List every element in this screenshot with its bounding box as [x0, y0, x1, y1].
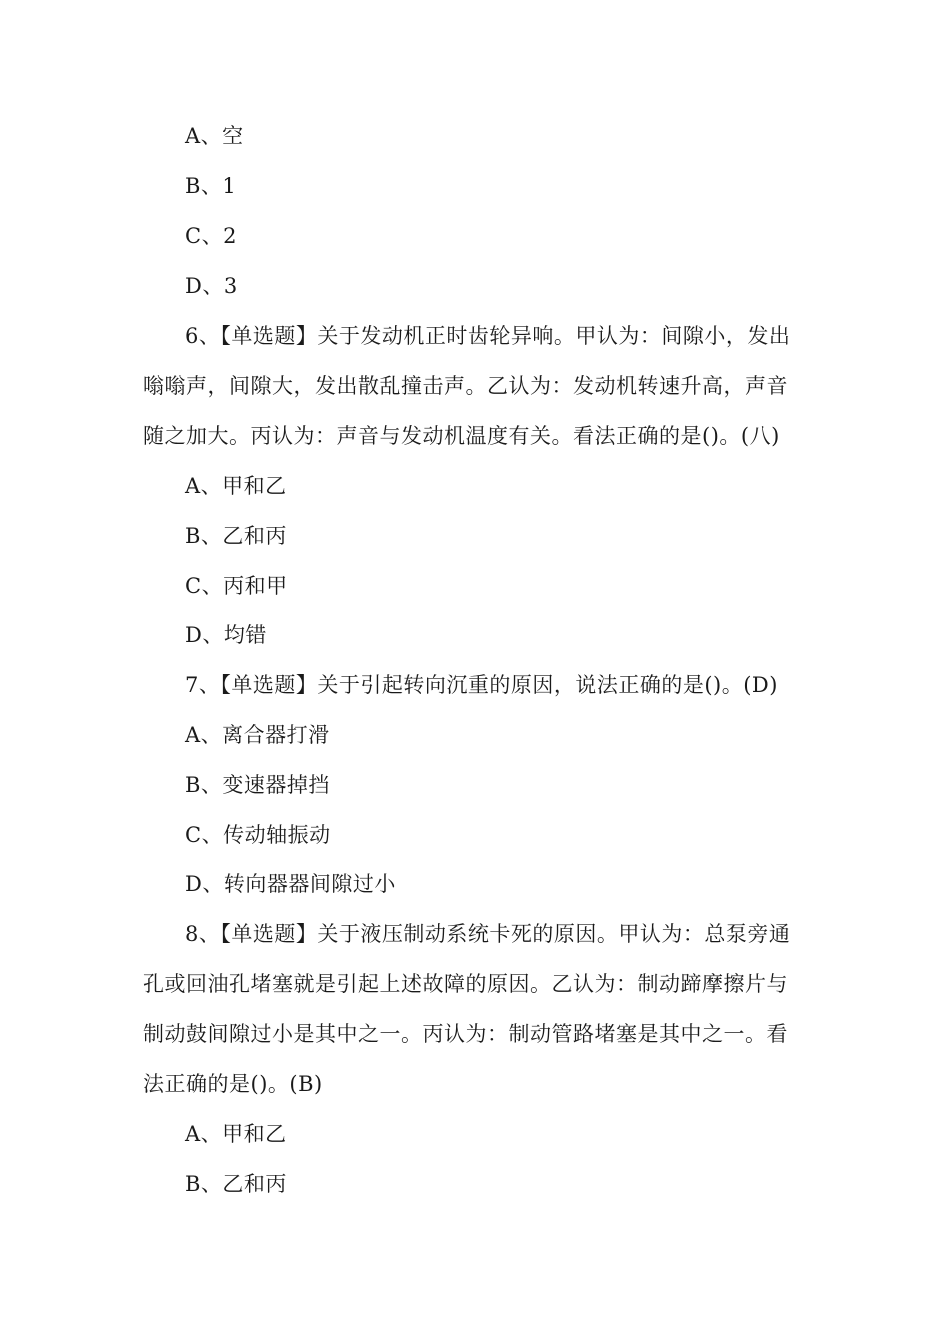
option-b: B、1 [185, 174, 237, 198]
question-6-line-3: 随之加大。丙认为：声音与发动机温度有关。看法正确的是()。(八) [143, 424, 780, 448]
question-6-line-2: 嗡嗡声，间隙大，发出散乱撞击声。乙认为：发动机转速升高，声音 [143, 374, 788, 398]
question-6-line-1: 6、【单选题】关于发动机正时齿轮异响。甲认为：间隙小，发出 [185, 324, 791, 348]
option-a: A、甲和乙 [185, 1122, 287, 1146]
option-d: D、3 [185, 274, 238, 298]
option-d: D、转向器器间隙过小 [185, 872, 396, 896]
option-d: D、均错 [185, 623, 267, 647]
option-a: A、离合器打滑 [185, 723, 330, 747]
option-a: A、空 [185, 124, 244, 148]
question-8-line-3: 制动鼓间隙过小是其中之一。丙认为：制动管路堵塞是其中之一。看 [143, 1022, 788, 1046]
option-b: B、乙和丙 [185, 1172, 287, 1196]
option-b: B、变速器掉挡 [185, 773, 330, 797]
question-7-line-1: 7、【单选题】关于引起转向沉重的原因，说法正确的是()。(D) [185, 673, 778, 697]
option-c: C、丙和甲 [185, 574, 288, 598]
question-8-line-2: 孔或回油孔堵塞就是引起上述故障的原因。乙认为：制动蹄摩擦片与 [143, 972, 788, 996]
option-c: C、2 [185, 224, 237, 248]
option-c: C、传动轴振动 [185, 823, 331, 847]
option-b: B、乙和丙 [185, 524, 287, 548]
question-8-line-4: 法正确的是()。(B) [143, 1072, 323, 1096]
question-8-line-1: 8、【单选题】关于液压制动系统卡死的原因。甲认为：总泵旁通 [185, 922, 791, 946]
option-a: A、甲和乙 [185, 474, 287, 498]
